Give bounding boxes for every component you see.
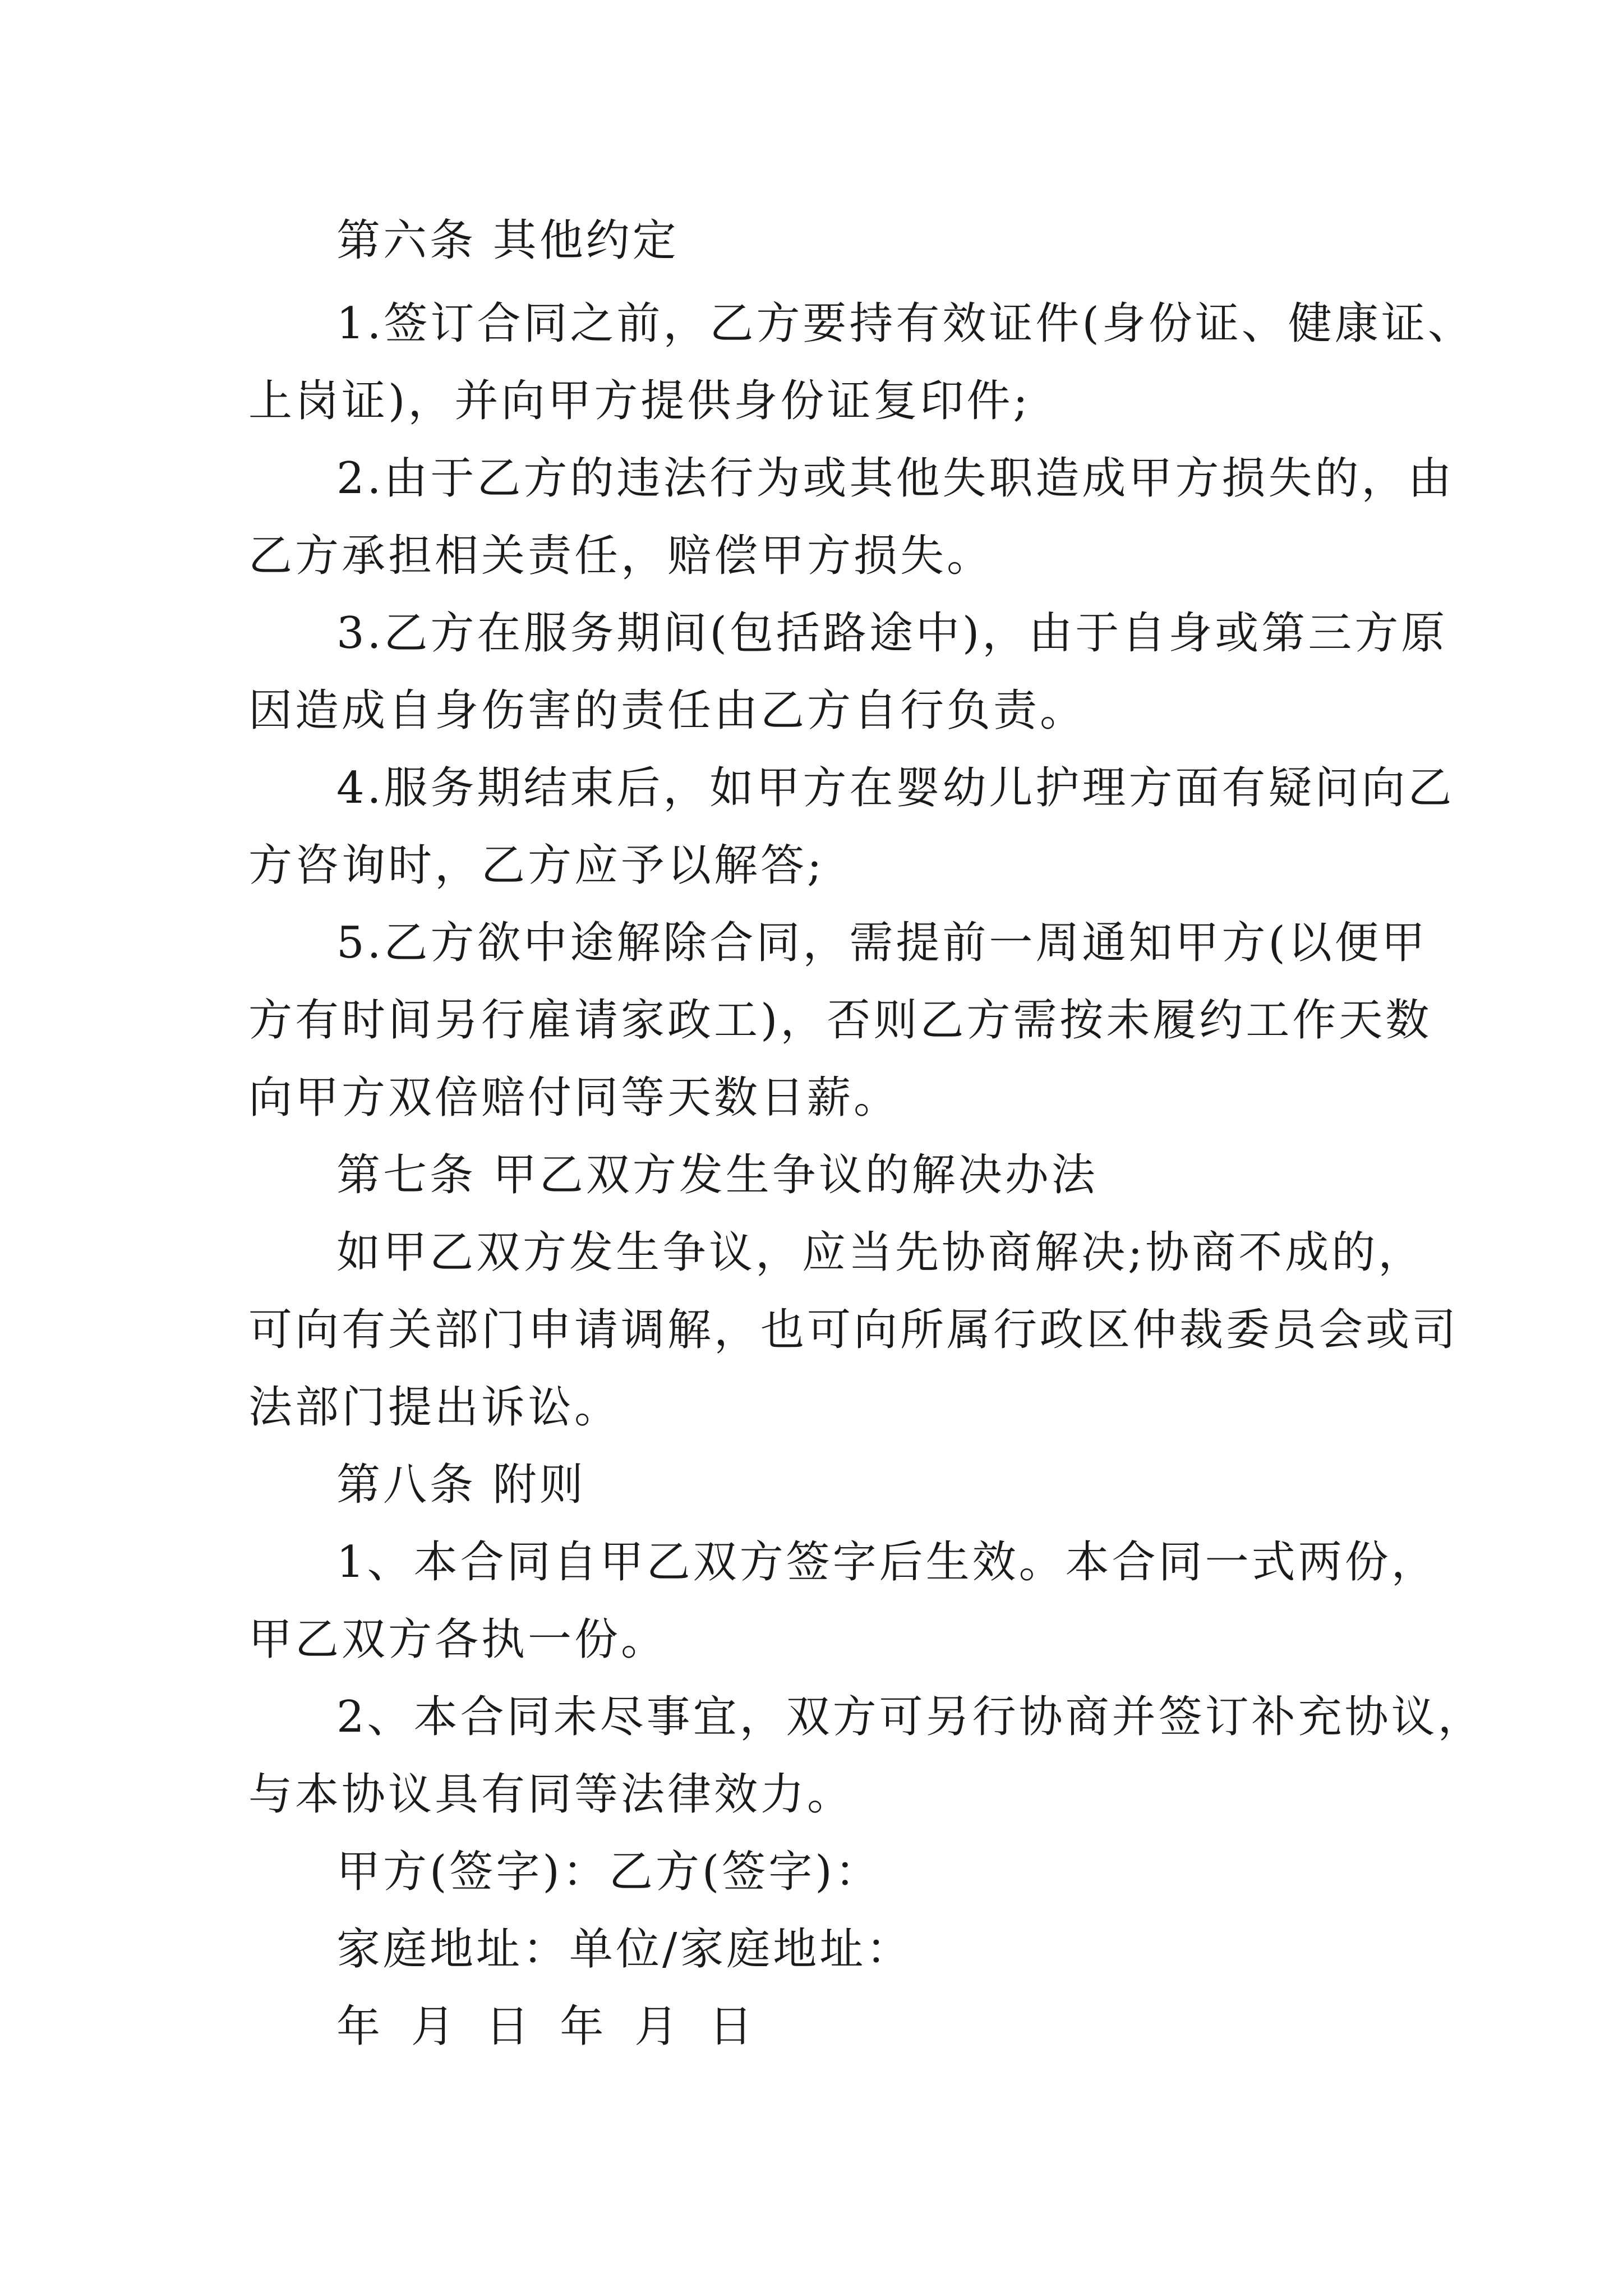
article-8-heading: 第八条 附则 (336, 1460, 586, 1510)
article-7-paragraph-line-2: 可向有关部门申请调解，也可向所属行政区仲裁委员会或司 (248, 1305, 1459, 1355)
article-7-paragraph-line-3: 法部门提出诉讼。 (248, 1382, 621, 1433)
article-6-item-5-line-2: 方有时间另行雇请家政工)，否则乙方需按未履约工作天数 (248, 995, 1432, 1046)
article-8-item-1-line-1: 1、本合同自甲乙双方签字后生效。本合同一式两份， (336, 1537, 1438, 1588)
article-6-item-2-line-2: 乙方承担相关责任，赔偿甲方损失。 (248, 531, 994, 581)
address-line: 家庭地址：单位/家庭地址： (336, 1924, 913, 1975)
article-8-item-2-line-1: 2、本合同未尽事宜，双方可另行协商并签订补充协议， (336, 1692, 1484, 1742)
article-6-item-2-line-1: 2.由于乙方的违法行为或其他失职造成甲方损失的，由 (336, 453, 1455, 504)
article-6-item-3-line-2: 因造成自身伤害的责任由乙方自行负责。 (248, 685, 1087, 736)
article-6-item-5-line-3: 向甲方双倍赔付同等天数日薪。 (248, 1073, 901, 1123)
article-6-heading: 第六条 其他约定 (336, 215, 679, 266)
article-6-item-4-line-2: 方咨询时，乙方应予以解答; (248, 840, 825, 891)
article-6-item-5-line-1: 5.乙方欲中途解除合同，需提前一周通知甲方(以便甲 (336, 918, 1428, 968)
article-6-item-3-line-1: 3.乙方在服务期间(包括路途中)，由于自身或第三方原 (336, 608, 1448, 659)
signature-line: 甲方(签字)：乙方(签字)： (336, 1847, 882, 1897)
article-6-item-4-line-1: 4.服务期结束后，如甲方在婴幼儿护理方面有疑问向乙 (336, 763, 1455, 813)
article-7-heading: 第七条 甲乙双方发生争议的解决办法 (336, 1150, 1098, 1200)
article-6-item-1-line-2: 上岗证)，并向甲方提供身份证复印件; (248, 376, 1031, 426)
date-line: 年 月 日 年 月 日 (336, 2001, 755, 2052)
article-8-item-1-line-2: 甲乙双方各执一份。 (248, 1614, 668, 1665)
article-8-item-2-line-2: 与本协议具有同等法律效力。 (248, 1769, 854, 1820)
article-7-paragraph-line-1: 如甲乙双方发生争议，应当先协商解决;协商不成的， (336, 1227, 1425, 1278)
article-6-item-1-line-1: 1.签订合同之前，乙方要持有效证件(身份证、健康证、 (336, 298, 1474, 349)
